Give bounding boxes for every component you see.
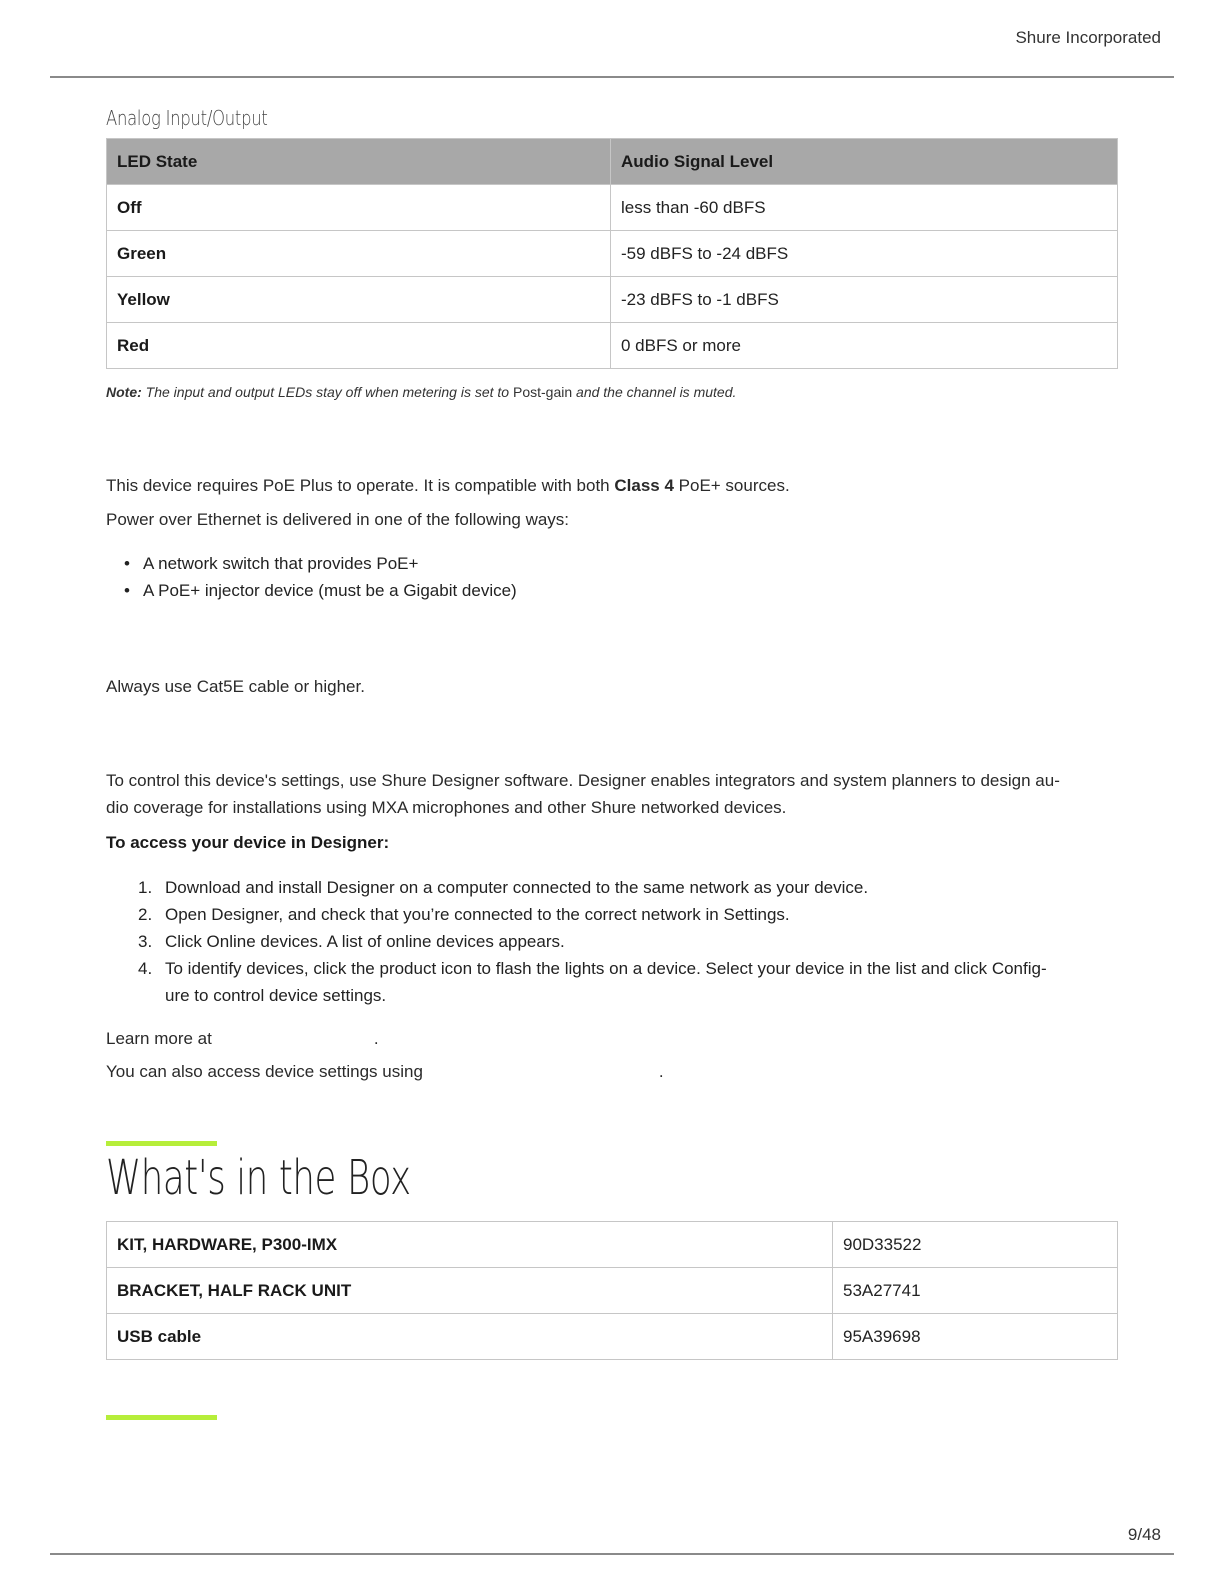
led-state-table — [106, 138, 1118, 369]
note-text-end: and the channel is muted. — [572, 384, 737, 400]
item-name-cell: KIT, HARDWARE, P300-IMX — [107, 1222, 833, 1268]
learn-more-text — [106, 1025, 1118, 1052]
designer-intro-text — [106, 767, 1118, 821]
note-label: Note: — [106, 384, 142, 400]
step-number: 4. — [138, 959, 153, 978]
signal-level-cell: -59 dBFS to -24 dBFS — [611, 231, 1118, 277]
learn-more-label: Learn more at — [106, 1029, 212, 1048]
led-state-cell: Green — [107, 231, 611, 277]
list-item — [106, 901, 1118, 928]
alt-access-label: You can also access device settings using — [106, 1062, 423, 1081]
page-number: 9/48 — [1127, 1525, 1161, 1544]
table-row — [107, 231, 1118, 277]
column-header: LED State — [107, 139, 611, 185]
poe-delivery-text: Power over Ethernet is delivered in one of the following ways: — [106, 510, 570, 529]
poe-class-text: Class 4 — [614, 476, 674, 495]
access-heading: To access your device in Designer: — [106, 833, 390, 852]
poe-text: This device requires PoE Plus to operate. It is compatible with both — [106, 476, 615, 495]
table-row — [107, 323, 1118, 369]
list-item — [106, 928, 1118, 955]
note-text: The input and output LEDs stay off when metering is set to — [141, 384, 513, 400]
led-state-cell: Off — [107, 185, 611, 231]
box-contents-table — [106, 1221, 1118, 1360]
part-number-cell: 95A39698 — [833, 1314, 1118, 1360]
footer-divider — [50, 1553, 1174, 1555]
header-company-name: Shure Incorporated — [1015, 28, 1161, 47]
section-accent-bar — [106, 1415, 217, 1420]
table-header-row — [107, 139, 1118, 185]
table-row — [107, 185, 1118, 231]
learn-more-period: . — [373, 1029, 379, 1048]
list-item — [106, 874, 1118, 901]
table-row — [107, 1222, 1118, 1268]
table-row — [107, 1314, 1118, 1360]
section-accent-bar — [106, 1141, 217, 1146]
signal-level-cell: less than -60 dBFS — [611, 185, 1118, 231]
list-item: • A network switch that provides PoE+ — [106, 550, 1118, 577]
designer-steps-list — [106, 874, 1118, 1009]
alt-access-text — [106, 1058, 1118, 1085]
column-header: Audio Signal Level — [611, 139, 1118, 185]
part-number-cell: 53A27741 — [833, 1268, 1118, 1314]
page-section-title: What's in the Box — [106, 1150, 411, 1206]
step-number: 2. — [138, 905, 153, 924]
alt-access-period: . — [658, 1062, 664, 1081]
item-name-cell: USB cable — [107, 1314, 833, 1360]
step-text: ure to control device settings. — [165, 986, 387, 1005]
step-text: Open Designer, and check that you’re connected to the correct network in Settings. — [165, 905, 790, 924]
poe-requirement-text — [106, 472, 1118, 499]
cable-requirement-text: Always use Cat5E cable or higher. — [106, 677, 365, 696]
step-number: 1. — [138, 878, 153, 897]
poe-options-list — [106, 550, 1118, 604]
step-number: 3. — [138, 932, 153, 951]
header-divider — [50, 76, 1174, 78]
signal-level-cell: -23 dBFS to -1 dBFS — [611, 277, 1118, 323]
metering-note — [106, 384, 1118, 400]
step-text: Click Online devices. A list of online devices appears. — [165, 932, 565, 951]
part-number-cell: 90D33522 — [833, 1222, 1118, 1268]
note-highlight: Post-gain — [513, 384, 573, 400]
list-item — [106, 955, 1118, 1009]
section-subheading: Analog Input/Output — [106, 106, 268, 130]
step-text: Download and install Designer on a computer connected to the same network as your device. — [165, 878, 869, 897]
intro-line: To control this device's settings, use Shure Designer software. Designer enables integrators and system planners to design au- — [106, 771, 1060, 790]
list-item: • A PoE+ injector device (must be a Gigabit device) — [106, 577, 1118, 604]
poe-text-end: PoE+ sources. — [673, 476, 790, 495]
table-row — [107, 277, 1118, 323]
intro-line: dio coverage for installations using MXA microphones and other Shure networked devices. — [106, 798, 787, 817]
signal-level-cell: 0 dBFS or more — [611, 323, 1118, 369]
item-name-cell: BRACKET, HALF RACK UNIT — [107, 1268, 833, 1314]
led-state-cell: Yellow — [107, 277, 611, 323]
led-state-cell: Red — [107, 323, 611, 369]
table-row — [107, 1268, 1118, 1314]
step-text: To identify devices, click the product icon to flash the lights on a device. Select your device in the list and click Config- — [165, 959, 1047, 978]
